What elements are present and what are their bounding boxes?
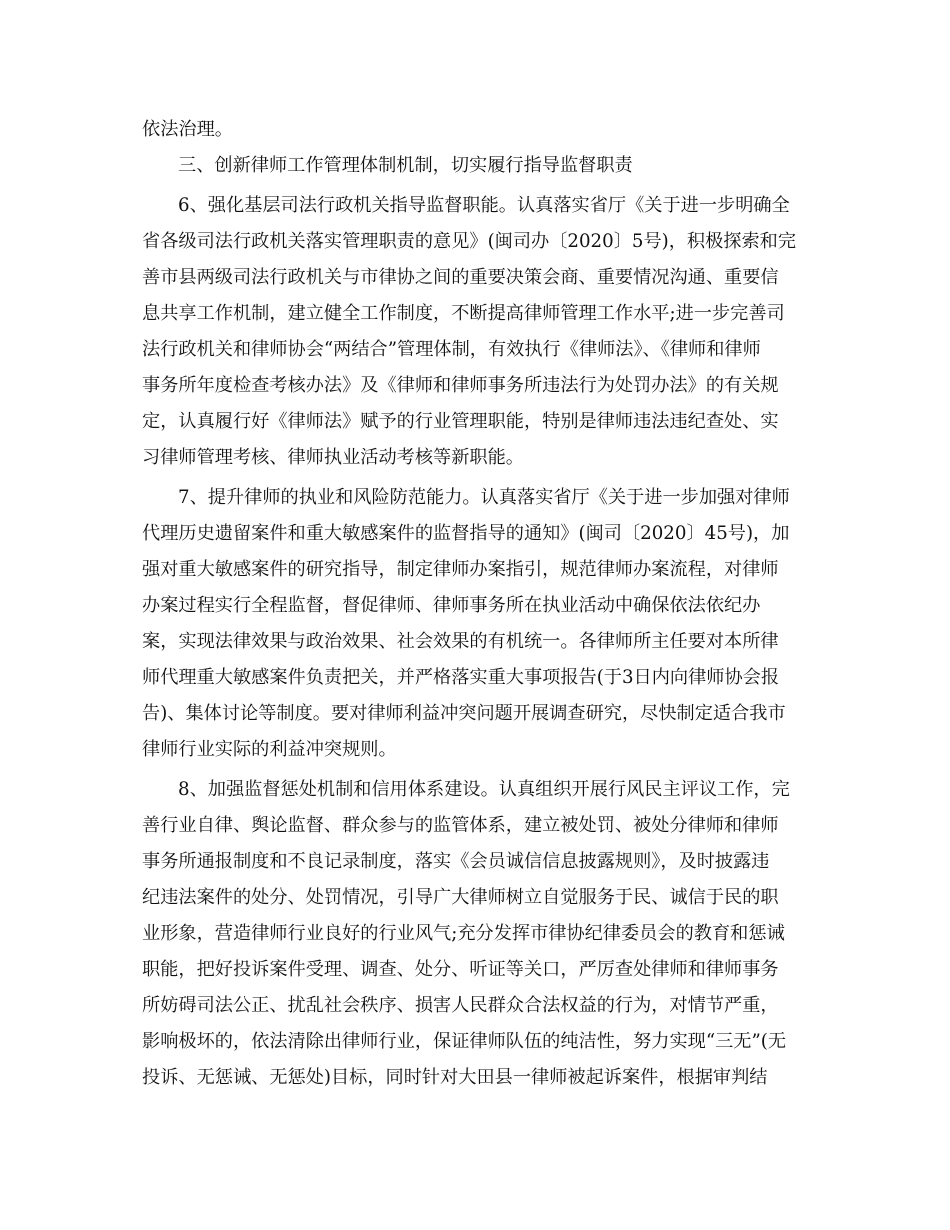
text-line: 省各级司法行政机关落实管理职责的意见》(闽司办〔2020〕5号)，积极探索和完 [142, 231, 797, 252]
text-line: 告)、集体讨论等制度。要对律师利益冲突问题开展调查研究，尽快制定适合我市 [142, 703, 786, 724]
text-line: 事务所通报制度和不良记录制度，落实《会员诚信信息披露规则》，及时披露违 [142, 851, 770, 872]
section-heading: 三、创新律师工作管理体制机制，切实履行指导监督职责 [178, 155, 633, 176]
text-line: 办案过程实行全程监督，督促律师、律师事务所在执业活动中确保依法依纪办 [142, 595, 761, 616]
text-line: 律师行业实际的利益冲突规则。 [142, 739, 397, 760]
text-line: 影响极坏的，依法清除出律师行业，保证律师队伍的纯洁性，努力实现“三无”(无 [142, 1031, 787, 1052]
text-line: 师代理重大敏感案件负责把关，并严格落实重大事项报告(于3日内向律师协会报 [142, 667, 780, 688]
text-line: 业形象，营造律师行业良好的行业风气;充分发挥市律协纪律委员会的教育和惩诫 [142, 923, 785, 944]
paragraph-start: 6、强化基层司法行政机关指导监督职能。认真落实省厅《关于进一步明确全 [178, 195, 790, 216]
text-line: 善行业自律、舆论监督、群众参与的监管体系，建立被处罚、被处分律师和律师 [142, 815, 779, 836]
text-line: 法行政机关和律师协会“两结合”管理体制，有效执行《律师法》、《律师和律师 [142, 339, 761, 360]
text-line: 事务所年度检查考核办法》及《律师和律师事务所违法行为处罚办法》的有关规 [142, 375, 779, 396]
text-line: 息共享工作机制，建立健全工作制度，不断提高律师管理工作水平;进一步完善司 [142, 303, 785, 324]
text-line: 所妨碍司法公正、扰乱社会秩序、损害人民群众合法权益的行为，对情节严重， [142, 995, 779, 1016]
text-line: 纪违法案件的处分、处罚情况，引导广大律师树立自觉服务于民、诚信于民的职 [142, 887, 779, 908]
text-line: 投诉、无惩诫、无惩处)目标，同时针对大田县一律师被起诉案件，根据审判结 [142, 1067, 768, 1088]
text-line: 定，认真履行好《律师法》赋予的行业管理职能，特别是律师违法违纪查处、实 [142, 411, 779, 432]
text-line: 强对重大敏感案件的研究指导，制定律师办案指引，规范律师办案流程，对律师 [142, 559, 779, 580]
paragraph-start: 8、加强监督惩处机制和信用体系建设。认真组织开展行风民主评议工作，完 [178, 779, 790, 800]
text-line: 习律师管理考核、律师执业活动考核等新职能。 [142, 447, 524, 468]
text-line: 代理历史遗留案件和重大敏感案件的监督指导的通知》(闽司〔2020〕45号)，加 [142, 523, 790, 544]
paragraph-start: 7、提升律师的执业和风险防范能力。认真落实省厅《关于进一步加强对律师 [178, 487, 790, 508]
text-line: 职能，把好投诉案件受理、调查、处分、听证等关口，严厉查处律师和律师事务 [142, 959, 779, 980]
text-line: 案，实现法律效果与政治效果、社会效果的有机统一。各律师所主任要对本所律 [142, 631, 779, 652]
text-line: 善市县两级司法行政机关与市律协之间的重要决策会商、重要情况沟通、重要信 [142, 267, 779, 288]
text-line: 依法治理。 [142, 119, 233, 140]
